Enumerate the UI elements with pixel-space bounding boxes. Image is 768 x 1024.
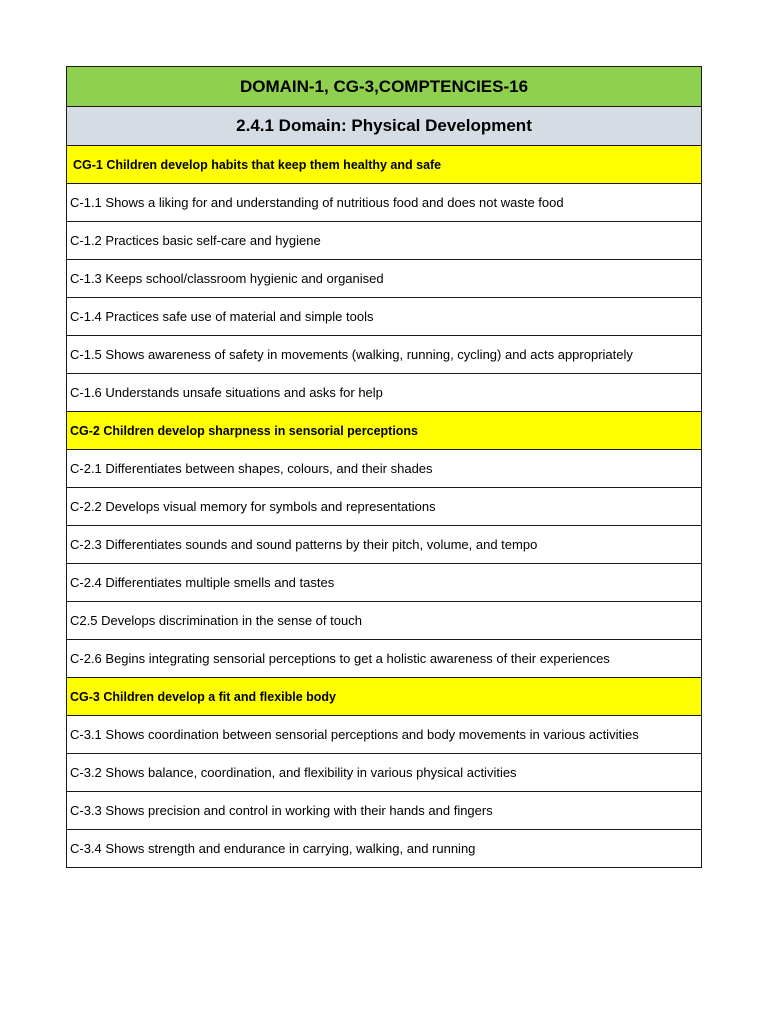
competency-c-1-2: C-1.2 Practices basic self-care and hygiene	[67, 222, 702, 260]
table-row	[67, 298, 702, 336]
competency-c-3-4: C-3.4 Shows strength and endurance in carrying, walking, and running	[67, 830, 702, 868]
table-row	[67, 184, 702, 222]
competency-table	[66, 66, 702, 868]
competency-c-1-3: C-1.3 Keeps school/classroom hygienic and organised	[67, 260, 702, 298]
sheet-title: DOMAIN-1, CG-3,COMPTENCIES-16	[67, 67, 702, 107]
table-row	[67, 716, 702, 754]
table-row	[67, 222, 702, 260]
competency-c-2-5: C2.5 Develops discrimination in the sense of touch	[67, 602, 702, 640]
table-row	[67, 336, 702, 374]
table-row	[67, 526, 702, 564]
goal-cg-2: CG-2 Children develop sharpness in sensorial perceptions	[67, 412, 702, 450]
title-row	[67, 67, 702, 107]
competency-c-1-5: C-1.5 Shows awareness of safety in movements (walking, running, cycling) and acts appropriately	[67, 336, 702, 374]
competency-c-1-4: C-1.4 Practices safe use of material and simple tools	[67, 298, 702, 336]
competency-c-2-2: C-2.2 Develops visual memory for symbols and representations	[67, 488, 702, 526]
goal-cg-1: CG-1 Children develop habits that keep them healthy and safe	[67, 146, 702, 184]
competency-c-2-1: C-2.1 Differentiates between shapes, colours, and their shades	[67, 450, 702, 488]
table-row	[67, 792, 702, 830]
goal-cg-3: CG-3 Children develop a fit and flexible body	[67, 678, 702, 716]
table-row	[67, 374, 702, 412]
competency-c-3-1: C-3.1 Shows coordination between sensorial perceptions and body movements in various activities	[67, 716, 702, 754]
table-row	[67, 602, 702, 640]
competency-c-3-2: C-3.2 Shows balance, coordination, and flexibility in various physical activities	[67, 754, 702, 792]
table-row	[67, 260, 702, 298]
table-row	[67, 830, 702, 868]
goal-row	[67, 412, 702, 450]
competency-c-2-4: C-2.4 Differentiates multiple smells and tastes	[67, 564, 702, 602]
competency-c-1-1: C-1.1 Shows a liking for and understanding of nutritious food and does not waste food	[67, 184, 702, 222]
domain-heading: 2.4.1 Domain: Physical Development	[67, 107, 702, 146]
competency-c-2-3: C-2.3 Differentiates sounds and sound patterns by their pitch, volume, and tempo	[67, 526, 702, 564]
domain-row	[67, 107, 702, 146]
competency-c-3-3: C-3.3 Shows precision and control in working with their hands and fingers	[67, 792, 702, 830]
goal-row	[67, 146, 702, 184]
table-row	[67, 488, 702, 526]
goal-row	[67, 678, 702, 716]
table-row	[67, 564, 702, 602]
table-row	[67, 754, 702, 792]
competency-c-2-6: C-2.6 Begins integrating sensorial perceptions to get a holistic awareness of their experiences	[67, 640, 702, 678]
competency-c-1-6: C-1.6 Understands unsafe situations and asks for help	[67, 374, 702, 412]
table-row	[67, 450, 702, 488]
table-row	[67, 640, 702, 678]
